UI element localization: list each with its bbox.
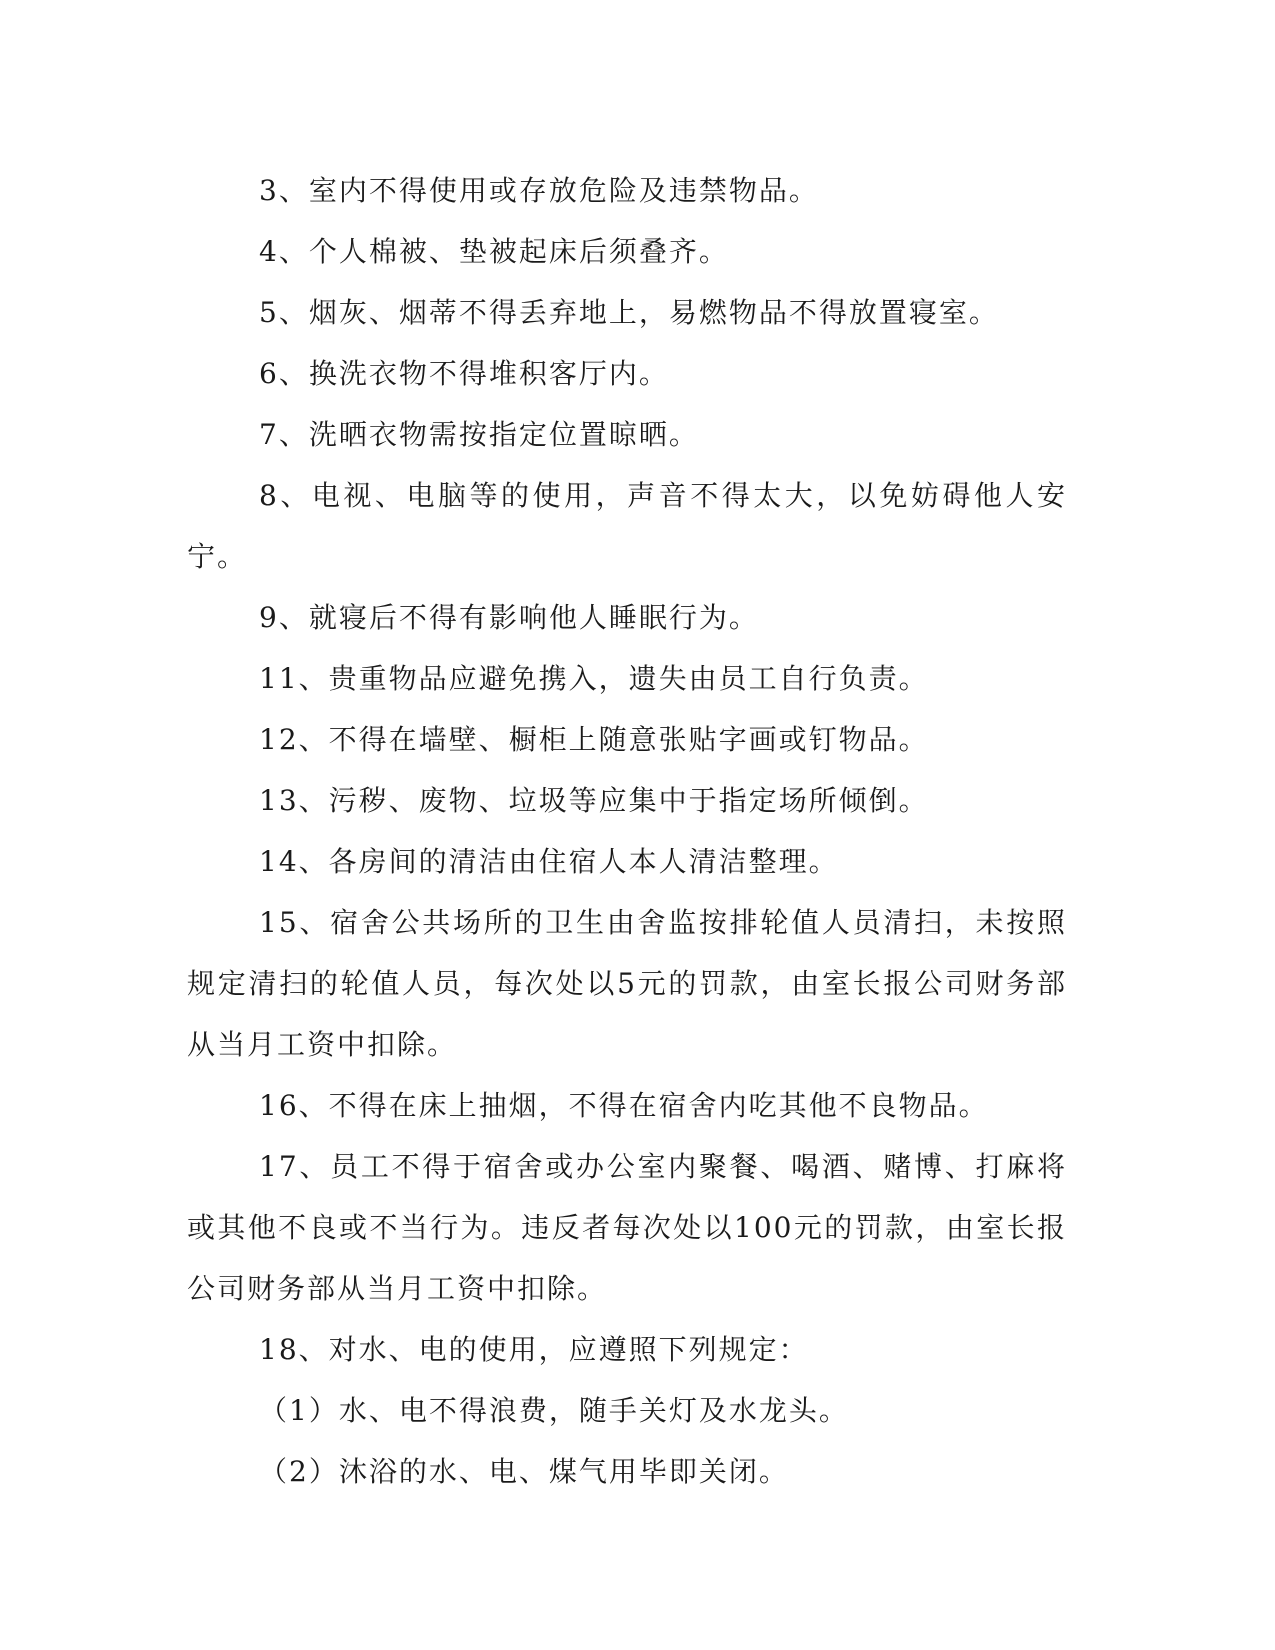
rule-4: 4、个人棉被、垫被起床后须叠齐。 (259, 235, 729, 268)
rule-6: 6、换洗衣物不得堆积客厅内。 (259, 357, 669, 390)
rule-7: 7、洗晒衣物需按指定位置晾晒。 (259, 418, 699, 451)
rule-17: 17、员工不得于宿舍或办公室内聚餐、喝酒、赌博、打麻将或其他不良或不当行为。违反者每次处以100元的罚款，由室长报公司财务部从当月工资中扣除。 (187, 1150, 1067, 1305)
rule-15: 15、宿舍公共场所的卫生由舍监按排轮值人员清扫，未按照规定清扫的轮值人员，每次处以5元的罚款，由室长报公司财务部从当月工资中扣除。 (187, 906, 1067, 1061)
rule-13: 13、污秽、废物、垃圾等应集中于指定场所倾倒。 (259, 784, 929, 817)
rule-14: 14、各房间的清洁由住宿人本人清洁整理。 (259, 845, 839, 878)
rule-5: 5、烟灰、烟蒂不得丢弃地上，易燃物品不得放置寝室。 (259, 296, 999, 329)
rule-12: 12、不得在墙壁、橱柜上随意张贴字画或钉物品。 (259, 723, 929, 756)
rule-3: 3、室内不得使用或存放危险及违禁物品。 (259, 174, 819, 207)
rule-9: 9、就寝后不得有影响他人睡眠行为。 (259, 601, 759, 634)
document-body (187, 160, 1067, 1502)
rule-8: 8、电视、电脑等的使用，声音不得太大，以免妨碍他人安宁。 (187, 479, 1067, 573)
rule-18-item-2: （2）沐浴的水、电、煤气用毕即关闭。 (259, 1455, 789, 1488)
rule-16: 16、不得在床上抽烟，不得在宿舍内吃其他不良物品。 (259, 1089, 989, 1122)
rule-11: 11、贵重物品应避免携入，遗失由员工自行负责。 (259, 662, 929, 695)
rule-18: 18、对水、电的使用，应遵照下列规定： (259, 1333, 809, 1366)
rule-18-item-1: （1）水、电不得浪费，随手关灯及水龙头。 (259, 1394, 849, 1427)
